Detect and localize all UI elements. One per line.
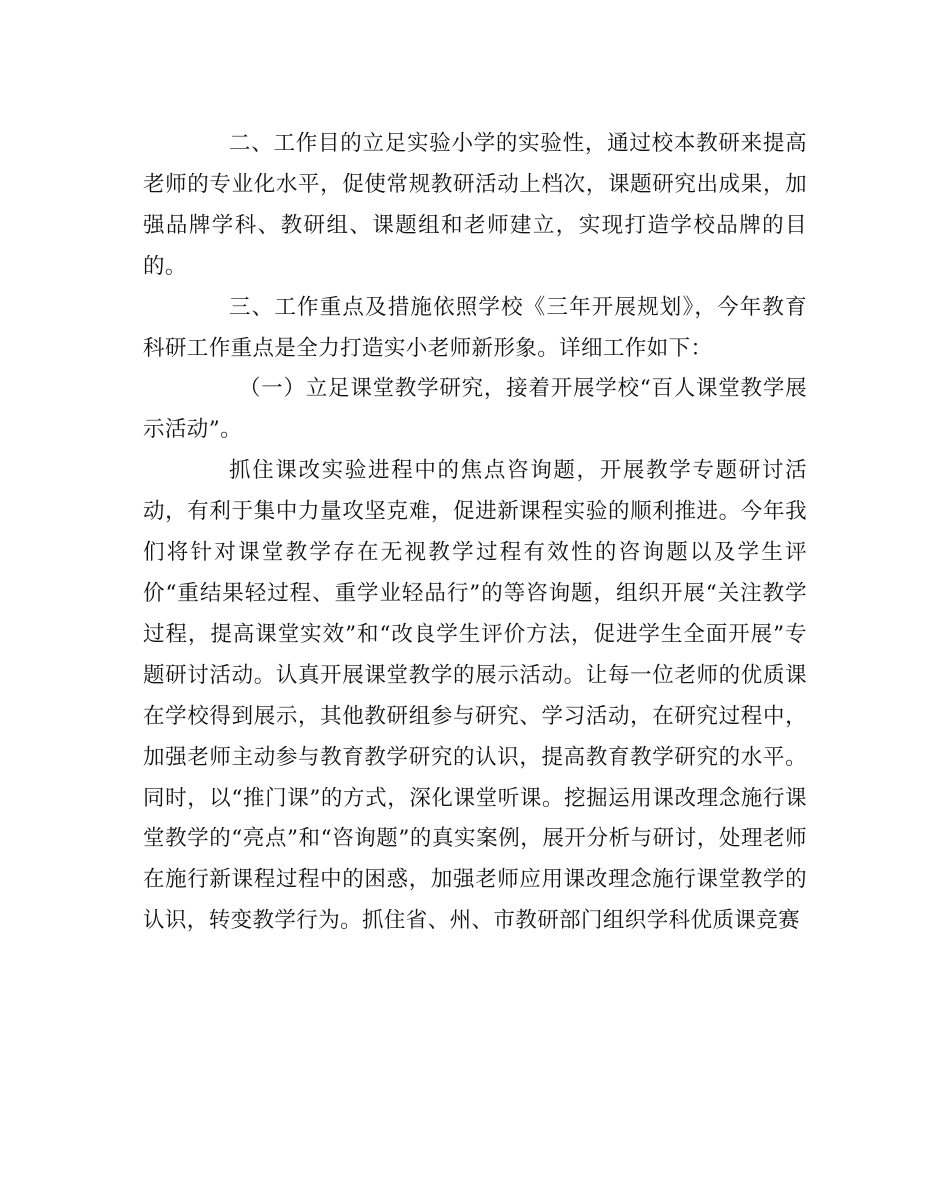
paragraph-work-focus: 三、工作重点及措施依照学校《三年开展规划》，今年教育科研工作重点是全力打造实小老师新形象。详细工作如下： bbox=[143, 294, 807, 361]
paragraph-teaching-research: 抓住课改实验进程中的焦点咨询题，开展教学专题研讨活动，有利于集中力量攻坚克难，促进新课程实验的顺利推进。今年我们将针对课堂教学存在无视教学过程有效性的咨询题以及学生评价“重结果轻过程、重学业轻品行”的等咨询题，组织开展“关注教学过程，提高课堂实效”和“改良学生评价方法，促进学生全面开展”专题研讨活动。认真开展课堂教学的展示活动。让每一位老师的优质课在学校得到展示，其他教研组参与研究、学习活动，在研究过程中，加强老师主动参与教育教学研究的认识，提高教育教学研究的水平。同时，以“推门课”的方式，深化课堂听课。挖掘运用课改理念施行课堂教学的“亮点”和“咨询题”的真实案例，展开分析与研讨，处理老师在施行新课程过程中的困惑，加强老师应用课改理念施行课堂教学的认识，转变教学行为。抓住省、州、市教研部门组织学科优质课竞赛 bbox=[143, 458, 807, 934]
paragraph-work-goals: 二、工作目的立足实验小学的实验性，通过校本教研来提高老师的专业化水平，促使常规教研活动上档次，课题研究出成果，加强品牌学科、教研组、课题组和老师建立，实现打造学校品牌的目的。 bbox=[143, 131, 807, 279]
paragraph-section-one-heading: （一）立足课堂教学研究，接着开展学校“百人课堂教学展示活动”。 bbox=[143, 376, 807, 443]
document-body bbox=[143, 124, 807, 942]
